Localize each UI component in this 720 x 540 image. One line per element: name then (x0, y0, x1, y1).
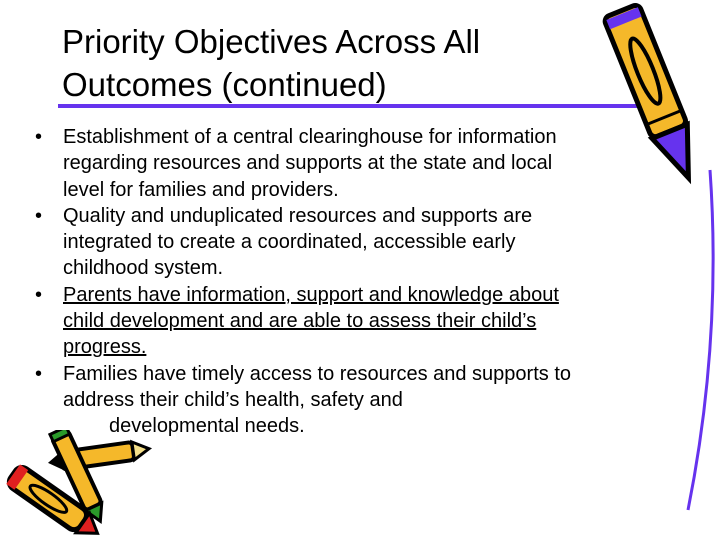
bullet-text: Families have timely access to resources and supports to (63, 362, 571, 385)
bullet-icon: • (35, 362, 43, 385)
bullet-text: child development and are able to assess their child’s (63, 310, 537, 333)
bullet-text: integrated to create a coordinated, accessible early (63, 231, 516, 254)
bullet-text: address their child’s health, safety and (63, 388, 403, 411)
bullet-icon: • (35, 126, 43, 148)
bullet-text: level for families and providers. (63, 178, 339, 201)
title-line: Priority Objectives Across All (62, 23, 481, 60)
bullet-item (35, 282, 571, 361)
bullet-item (35, 124, 571, 203)
bullet-text: Parents have information, support and knowledge about (63, 283, 559, 306)
bullet-item (35, 203, 571, 282)
crayons-clipart-icon (0, 430, 160, 540)
bullet-text: developmental needs. (109, 415, 305, 438)
slide-title (62, 20, 480, 106)
pencil-clipart-icon (590, 0, 720, 540)
bullet-text: progress. (63, 336, 147, 359)
bullet-icon: • (35, 283, 43, 306)
bullet-text: Quality and unduplicated resources and supports are (63, 204, 533, 227)
bullet-icon: • (35, 204, 43, 227)
bullet-text: Establishment of a central clearinghouse for information (63, 126, 557, 148)
bullet-list (35, 124, 571, 440)
title-line: Outcomes (continued) (62, 66, 387, 103)
title-divider (58, 104, 640, 108)
bullet-item (35, 361, 571, 440)
bullet-text: regarding resources and supports at the state and local (63, 152, 553, 175)
bullet-text: childhood system. (63, 257, 224, 280)
